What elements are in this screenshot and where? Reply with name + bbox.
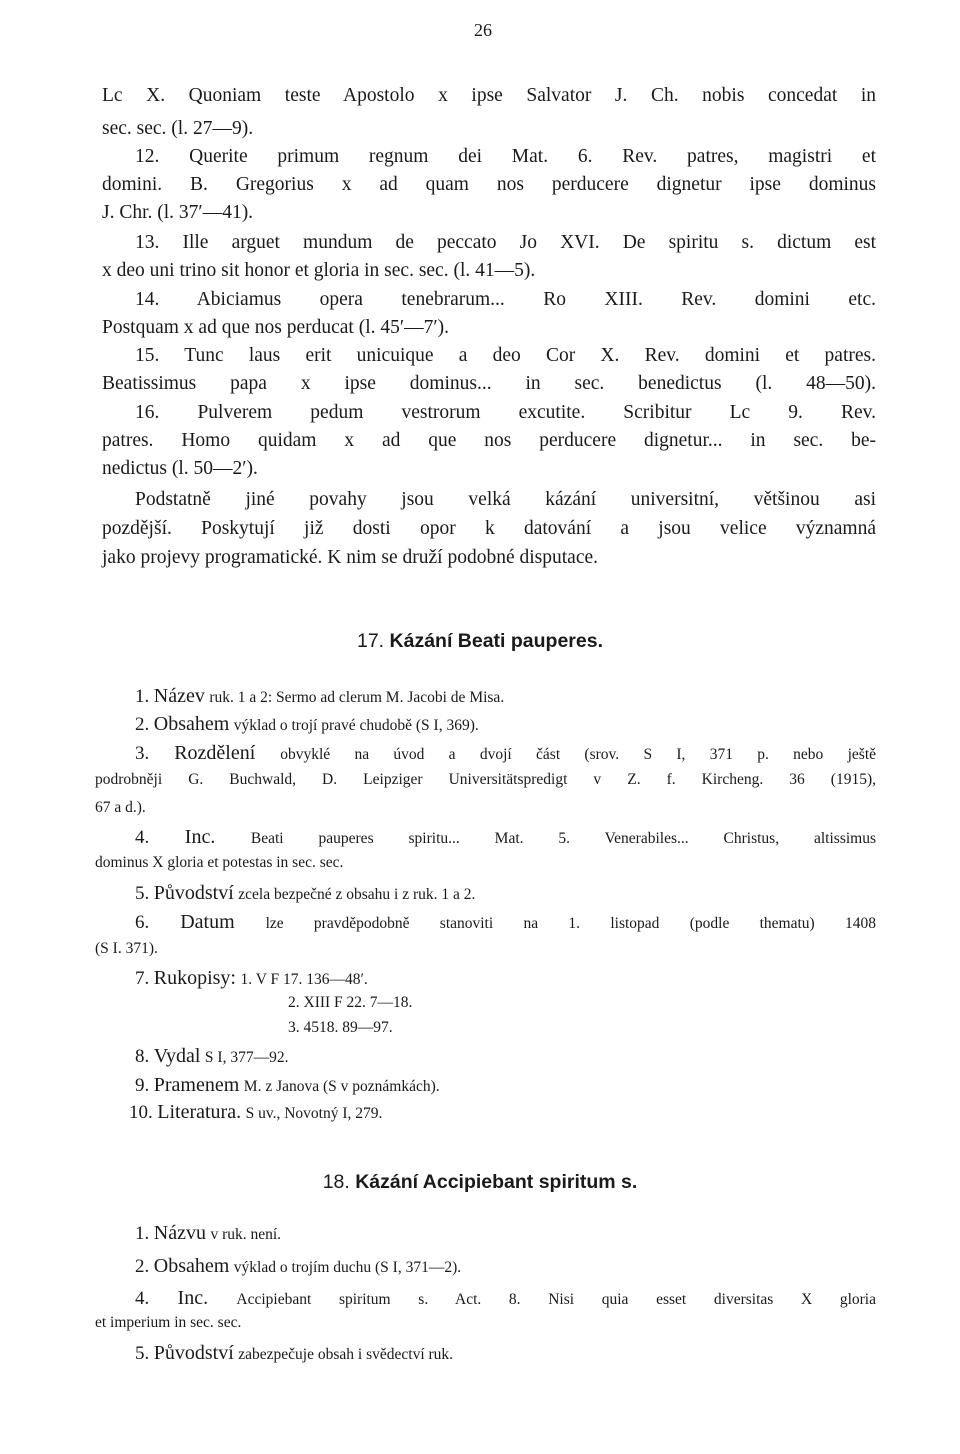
item-text: ruk. 1 a 2: Sermo ad clerum M. Jacobi de Misa. (209, 689, 505, 706)
list-item (135, 686, 876, 706)
item-text: zabezpečuje obsah i svědectví ruk. (238, 1346, 454, 1363)
text-line: 12. Querite primum regnum dei Mat. 6. Rev. patres, magistri et (135, 146, 876, 167)
item-number: 8. (135, 1046, 150, 1067)
item-number: 5. (135, 883, 150, 904)
list-item (135, 1223, 876, 1243)
section-title: Kázání Beati pauperes. (389, 630, 604, 652)
item-text: obvyklé na úvod a dvojí část (srov. S I, 371 p. nebo ještě (280, 746, 877, 763)
list-item (135, 1075, 876, 1095)
manuscript-line: 2. XIII F 22. 7—18. (288, 994, 413, 1011)
list-item (135, 1288, 876, 1308)
text-line: J. Chr. (l. 37′—41). (102, 202, 254, 223)
item-text: zcela bezpečné z obsahu i z ruk. 1 a 2. (238, 886, 476, 903)
item-key: Původství (153, 1342, 234, 1364)
item-text: Beati pauperes spiritu... Mat. 5. Venerabiles... Christus, altissimus (250, 830, 876, 847)
item-text: S I, 377—92. (204, 1049, 289, 1066)
item-text: lze pravděpodobně stanoviti na 1. listopad (podle thematu) 1408 (265, 915, 877, 932)
item-number: 7. (135, 968, 150, 989)
item-key: Obsahem (153, 713, 230, 735)
item-continuation: dominus X gloria et potestas in sec. sec. (95, 854, 344, 871)
section-number: 17. (356, 630, 385, 652)
item-text: výklad o trojí pravé chudobě (S I, 369). (233, 717, 479, 734)
item-key: Obsahem (153, 1255, 230, 1277)
section-number: 18. (322, 1171, 350, 1193)
text-line: patres. Homo quidam x ad que nos perducere dignetur... in sec. be- (102, 430, 876, 451)
list-item (135, 1343, 876, 1363)
item-number: 2. (135, 714, 150, 735)
item-key: Pramenem (153, 1074, 240, 1096)
page-number: 26 (474, 20, 492, 40)
text-line: sec. sec. (l. 27—9). (102, 118, 254, 139)
item-continuation: (S I. 371). (95, 940, 158, 957)
list-item (135, 968, 876, 988)
item-continuation: podrobněji G. Buchwald, D. Leipziger Universitätspredigt v Z. f. Kircheng. 36 (1915), (95, 771, 876, 788)
list-item (135, 1046, 876, 1066)
list-item (135, 883, 876, 903)
item-text: Accipiebant spiritum s. Act. 8. Nisi quia esset diversitas X gloria (236, 1291, 876, 1308)
text-line: domini. B. Gregorius x ad quam nos perducere dignetur ipse dominus (102, 174, 876, 195)
item-text: S uv., Novotný I, 279. (245, 1105, 383, 1122)
list-item (135, 827, 876, 847)
section-heading (0, 632, 960, 652)
item-key: Rukopisy: (153, 967, 236, 989)
item-number: 9. (135, 1075, 150, 1096)
item-key: Rozdělení (174, 742, 256, 764)
text-line: Postquam x ad que nos perducat (l. 45′—7′). (102, 317, 450, 338)
item-number: 5. (135, 1343, 150, 1364)
item-text: v ruk. není. (210, 1226, 282, 1243)
item-number: 10. (129, 1102, 153, 1123)
item-continuation: 67 a d.). (95, 799, 146, 816)
item-key: Datum (180, 911, 235, 933)
item-text: výklad o trojím duchu (S I, 371—2). (233, 1259, 462, 1276)
text-line: Podstatně jiné povahy jsou velká kázání universitní, většinou asi (135, 489, 876, 510)
text-line: 13. Ille arguet mundum de peccato Jo XVI. De spiritu s. dictum est (135, 232, 876, 253)
text-line: jako projevy programatické. K nim se druží podobné disputace. (102, 547, 599, 568)
item-number: 4. (135, 1288, 150, 1309)
text-line: 14. Abiciamus opera tenebrarum... Ro XIII. Rev. domini etc. (135, 289, 876, 310)
item-text: M. z Janova (S v poznámkách). (243, 1078, 440, 1095)
list-item (135, 912, 876, 932)
item-number: 4. (135, 827, 150, 848)
item-continuation: et imperium in sec. sec. (95, 1314, 242, 1331)
item-key: Název (153, 685, 205, 707)
text-line: pozdější. Poskytují již dosti opor k datování a jsou velice významná (102, 518, 876, 539)
item-key: Literatura. (157, 1101, 242, 1123)
item-key: Původství (153, 882, 234, 904)
item-number: 3. (135, 743, 150, 764)
text-line: nedictus (l. 50—2′). (102, 458, 258, 479)
item-number: 1. (135, 686, 150, 707)
text-line: 15. Tunc laus erit unicuique a deo Cor X. Rev. domini et patres. (135, 345, 876, 366)
section-heading (0, 1173, 960, 1193)
item-key: Názvu (153, 1222, 206, 1244)
item-number: 2. (135, 1256, 150, 1277)
item-key: Inc. (177, 1287, 209, 1309)
item-key: Inc. (184, 826, 216, 848)
list-item (135, 743, 876, 763)
list-item (135, 1256, 876, 1276)
text-line: x deo uni trino sit honor et gloria in sec. sec. (l. 41—5). (102, 260, 536, 281)
item-number: 6. (135, 912, 150, 933)
item-text: 1. V F 17. 136—48′. (240, 971, 368, 988)
text-line: Lc X. Quoniam teste Apostolo x ipse Salvator J. Ch. nobis concedat in (102, 85, 876, 106)
item-number: 1. (135, 1223, 150, 1244)
list-item (135, 714, 876, 734)
section-title: Kázání Accipiebant spiritum s. (355, 1171, 638, 1193)
item-key: Vydal (153, 1045, 201, 1067)
manuscript-line: 3. 4518. 89—97. (288, 1019, 393, 1036)
text-line: Beatissimus papa x ipse dominus... in sec. benedictus (l. 48—50). (102, 373, 876, 394)
text-line: 16. Pulverem pedum vestrorum excutite. Scribitur Lc 9. Rev. (135, 402, 876, 423)
list-item (129, 1102, 876, 1122)
